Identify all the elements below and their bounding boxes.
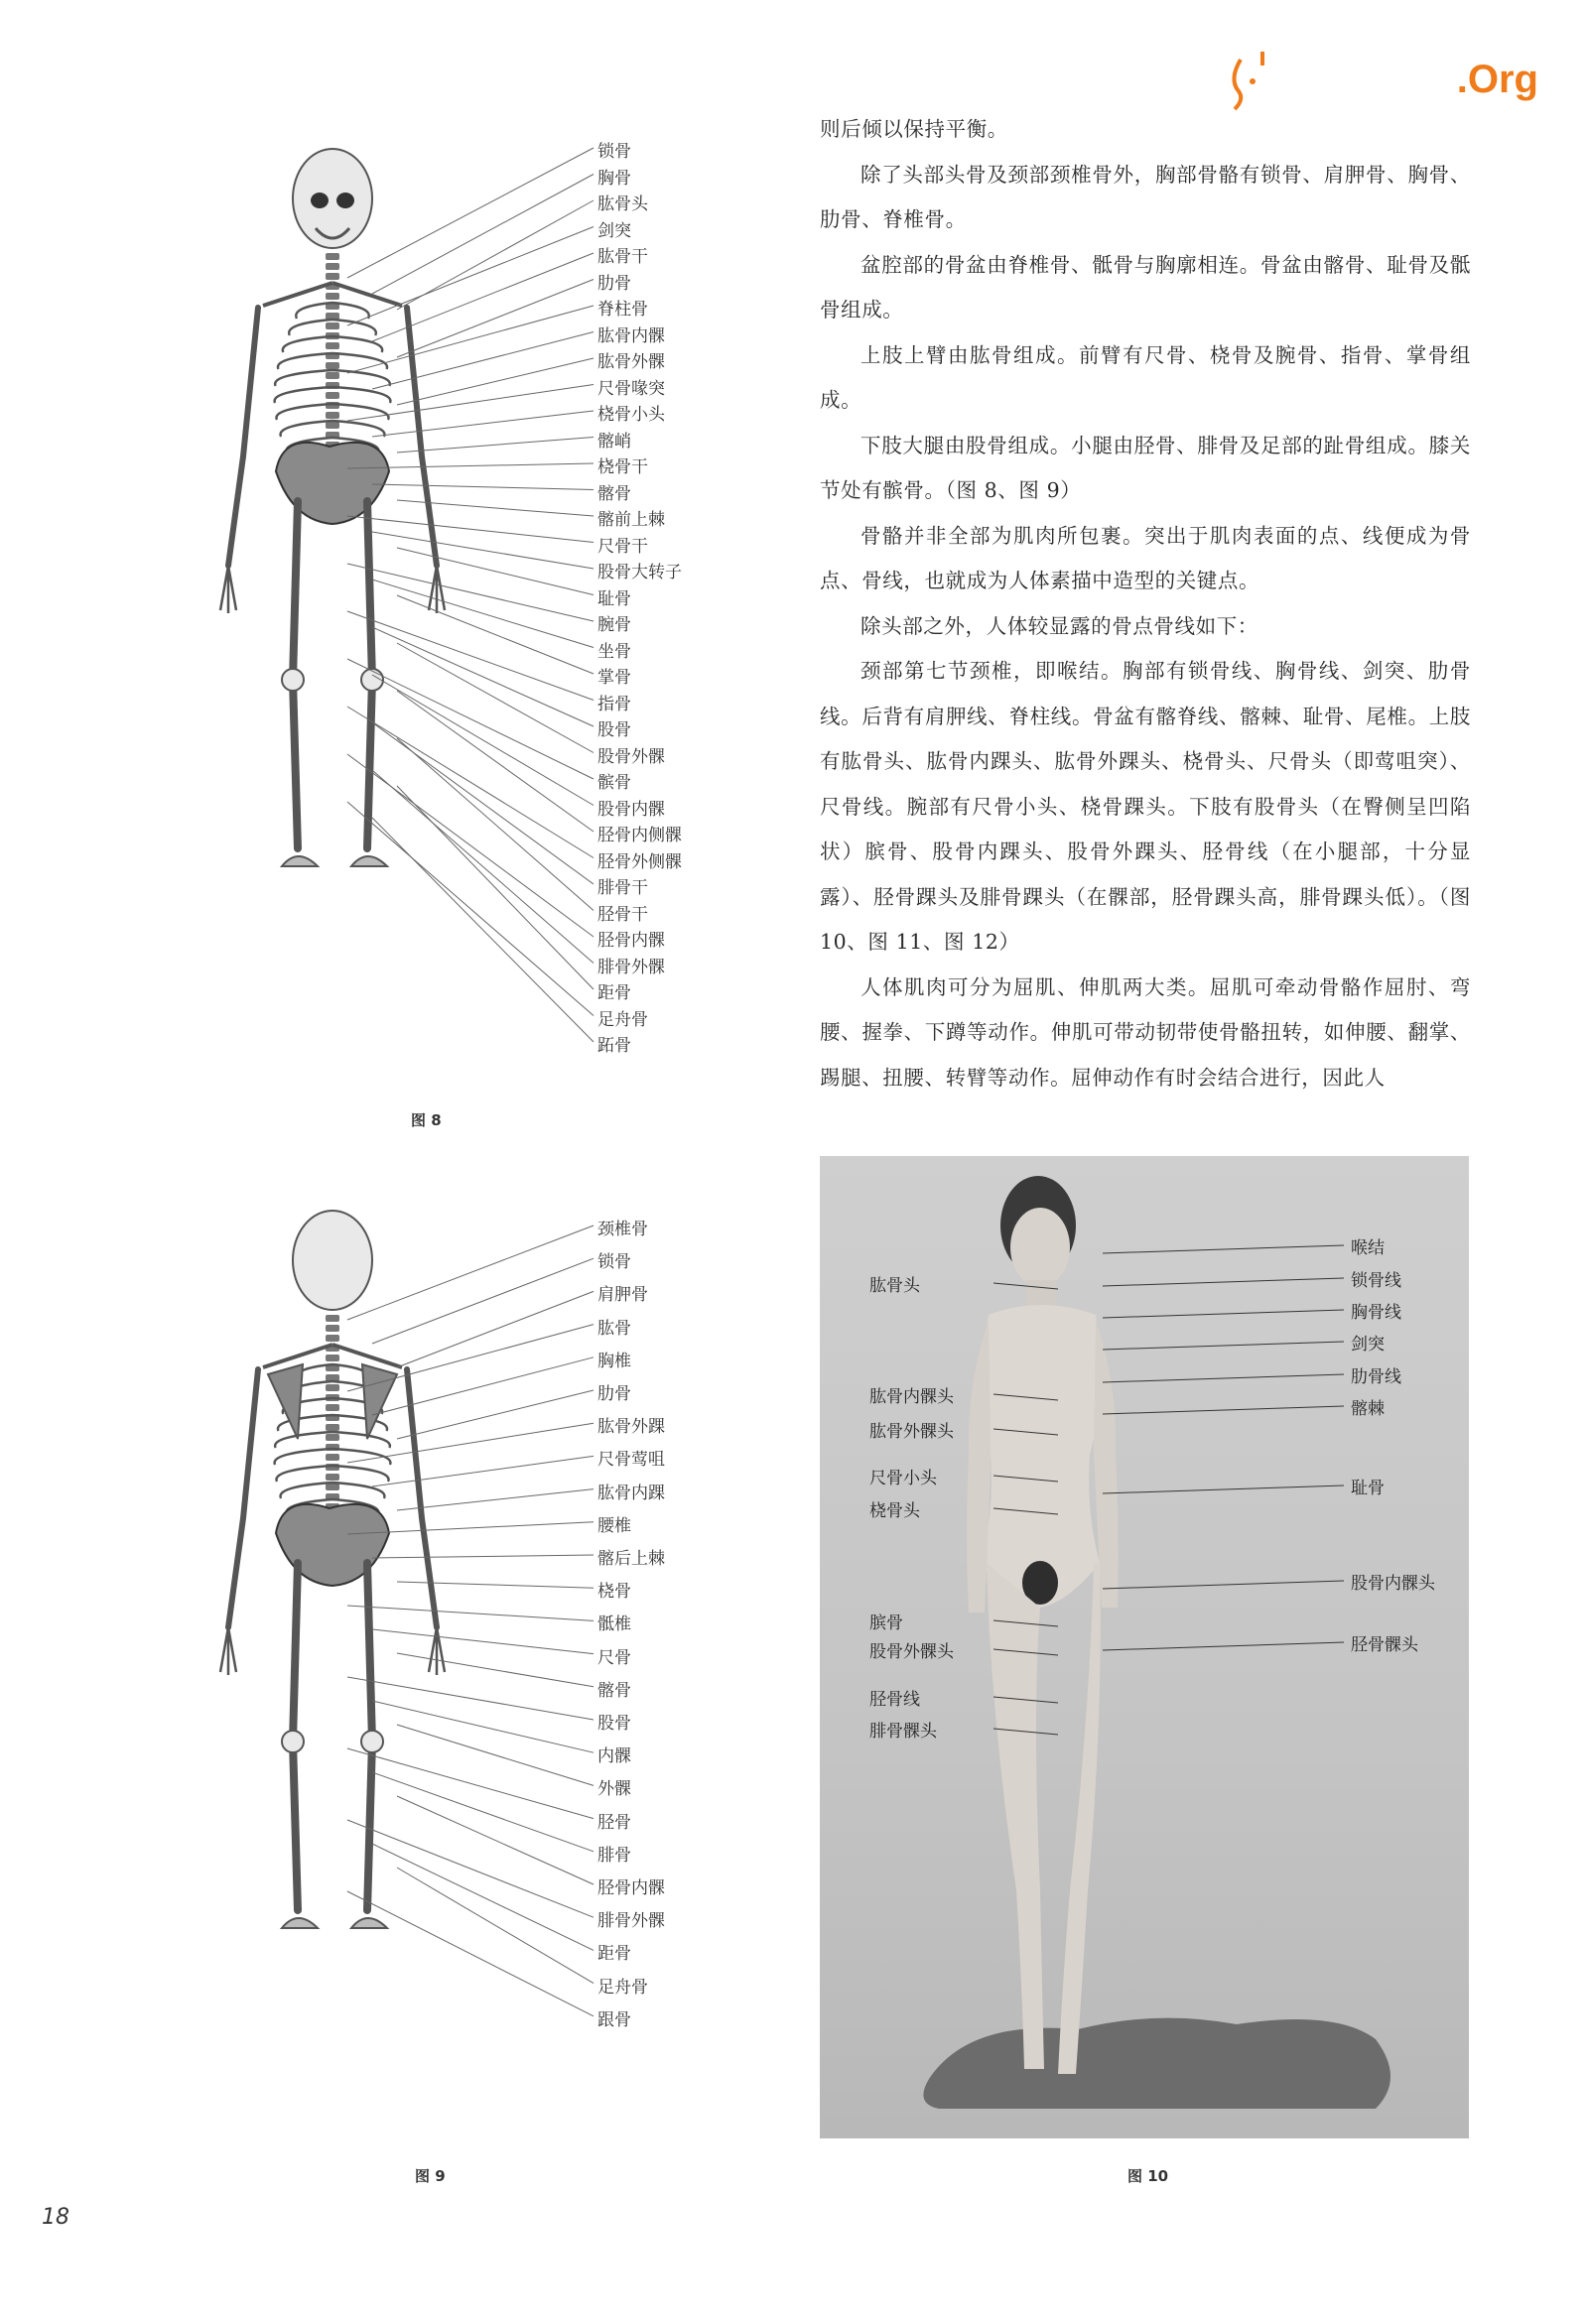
- bone-label: 锁骨: [597, 1252, 631, 1273]
- bone-label: 指骨: [597, 694, 631, 714]
- landmark-label: 尺骨小头: [869, 1469, 937, 1488]
- bone-label: 锁骨: [597, 142, 631, 162]
- bone-label: 肱骨干: [597, 247, 648, 267]
- landmark-label: 桡骨头: [869, 1501, 920, 1521]
- bone-label: 髂后上棘: [597, 1549, 665, 1569]
- bone-label: 髂前上棘: [597, 510, 665, 530]
- landmark-label: 耻骨: [1351, 1479, 1385, 1498]
- bone-label: 尺骨干: [597, 536, 648, 557]
- bone-label: 股骨外髁: [597, 746, 665, 767]
- bone-label: 股骨大转子: [597, 563, 682, 582]
- landmark-label: 肱骨外髁头: [869, 1422, 954, 1442]
- bone-label: 腓骨外髁: [597, 1911, 665, 1932]
- figure-9-caption: 图 9: [415, 2167, 446, 2185]
- bone-label: 肋骨: [597, 273, 631, 294]
- bone-label: 胸椎: [597, 1351, 631, 1371]
- bone-label: 胫骨: [597, 1812, 631, 1833]
- landmark-label: 腓骨髁头: [869, 1722, 937, 1742]
- article-body: [820, 107, 1471, 1100]
- landmark-label: 锁骨线: [1351, 1271, 1401, 1291]
- bone-label: 颈椎骨: [597, 1220, 648, 1239]
- paragraph: 颈部第七节颈椎，即喉结。胸部有锁骨线、胸骨线、剑突、肋骨线。后背有肩胛线、脊柱线。骨盆有髂脊线、髂棘、耻骨、尾椎。上肢有肱骨头、肱骨内踝头、肱骨外踝头、桡骨头、尺骨头（即莺咀突）、尺骨线。腕部有尺骨小头、桡骨踝头。下肢有股骨头（在臀侧呈凹陷状）膑骨、股骨内踝头、股骨外踝头、胫骨线（在小腿部，十分显露）、胫骨踝头及腓骨踝头（在髁部，胫骨踝头高，腓骨踝头低）。（图 10、图 11、图 12）: [820, 659, 1471, 954]
- landmark-label: 肋骨线: [1351, 1367, 1401, 1387]
- bone-label: 腕骨: [597, 615, 631, 635]
- bone-label: 尺骨莺咀: [597, 1450, 665, 1471]
- bone-label: 尺骨喙突: [597, 378, 665, 399]
- bone-label: 脊柱骨: [597, 300, 648, 320]
- bone-label: 肱骨内髁: [597, 325, 665, 346]
- paragraph: 人体肌肉可分为屈肌、伸肌两大类。屈肌可牵动骨骼作屈肘、弯腰、握拳、下蹲等动作。伸肌可带动韧带使骨骼扭转，如伸腰、翻掌、踢腿、扭腰、转臂等动作。屈伸动作有时会结合进行，因此人: [820, 974, 1471, 1090]
- figure-9: [198, 1191, 754, 2094]
- bone-label: 髂骨: [597, 483, 631, 504]
- bone-label: 股骨内髁: [597, 799, 665, 820]
- bone-label: 足舟骨: [597, 1009, 648, 1030]
- paragraph: 除了头部头骨及颈部颈椎骨外，胸部骨骼有锁骨、肩胛骨、胸骨、肋骨、脊椎骨。: [820, 162, 1471, 231]
- bone-label: 股骨: [597, 720, 631, 740]
- landmark-label: 膑骨: [869, 1614, 903, 1633]
- bone-label: 肩胛骨: [597, 1285, 648, 1306]
- bone-label: 桡骨小头: [597, 405, 665, 425]
- bone-label: 髂骨: [597, 1680, 631, 1701]
- landmark-label: 肱骨内髁头: [869, 1387, 954, 1407]
- bone-label: 髌骨: [597, 773, 631, 793]
- bone-label: 掌骨: [597, 668, 631, 688]
- bone-label: 肱骨内踝: [597, 1483, 665, 1503]
- paragraph: 上肢上臂由肱骨组成。前臂有尺骨、桡骨及腕骨、指骨、掌骨组成。: [820, 342, 1471, 412]
- landmark-label: 胫骨线: [869, 1690, 920, 1710]
- bone-label: 腰椎: [597, 1515, 631, 1536]
- figure-10-caption: 图 10: [1127, 2167, 1169, 2185]
- bone-label: 肱骨: [597, 1318, 631, 1339]
- bone-label: 腓骨干: [597, 878, 648, 898]
- bone-label: 腓骨外髁: [597, 957, 665, 977]
- bone-label: 胫骨外侧髁: [597, 851, 682, 872]
- bone-label: 腓骨: [597, 1845, 631, 1866]
- bone-label: 耻骨: [597, 588, 631, 609]
- paragraph: 则后倾以保持平衡。: [820, 117, 1008, 141]
- bone-label: 肱骨外踝: [597, 1417, 665, 1438]
- landmark-label: 胫骨髁头: [1351, 1635, 1418, 1655]
- landmark-label: 胸骨线: [1351, 1303, 1401, 1323]
- logo-text: .Org: [1456, 58, 1538, 101]
- landmark-label: 髂棘: [1351, 1399, 1385, 1419]
- bone-label: 髂峭: [597, 431, 631, 452]
- bone-label: 胫骨内髁: [597, 931, 665, 951]
- bone-label: 剑突: [597, 220, 631, 241]
- bone-label: 肱骨外髁: [597, 352, 665, 372]
- bone-label: 内髁: [597, 1746, 631, 1767]
- front-skeleton-illustration: [198, 129, 754, 1082]
- paragraph: 骨骼并非全部为肌肉所包裹。突出于肌肉表面的点、线便成为骨点、骨线，也就成为人体素描中造型的关键点。: [820, 523, 1471, 592]
- landmark-label: 肱骨头: [869, 1276, 920, 1296]
- figure-8-caption: 图 8: [411, 1111, 442, 1129]
- bone-label: 胫骨干: [597, 904, 648, 925]
- bone-label: 骶椎: [597, 1614, 631, 1635]
- bone-label: 距骨: [597, 983, 631, 1003]
- bone-label: 足舟骨: [597, 1977, 648, 1998]
- bone-label: 坐骨: [597, 641, 631, 662]
- bone-label: 股骨: [597, 1714, 631, 1734]
- bone-label: 桡骨干: [597, 457, 648, 477]
- landmark-label: 喉结: [1351, 1238, 1385, 1258]
- paragraph: 除头部之外，人体较显露的骨点骨线如下：: [860, 613, 1258, 638]
- bone-label: 桡骨: [597, 1582, 631, 1603]
- bone-label: 胫骨内侧髁: [597, 826, 682, 845]
- bone-label: 距骨: [597, 1944, 631, 1965]
- back-skeleton-illustration: [198, 1191, 754, 2094]
- landmark-label: 股骨外髁头: [869, 1642, 954, 1662]
- paragraph: 下肢大腿由股骨组成。小腿由胫骨、腓骨及足部的趾骨组成。膝关节处有髌骨。（图 8、图 9）: [820, 433, 1471, 502]
- page-number: 18: [42, 2205, 69, 2230]
- figure-8: [198, 129, 754, 1082]
- landmark-label: 剑突: [1351, 1335, 1385, 1355]
- figure-10-photo: [820, 1156, 1469, 2138]
- bone-label: 外髁: [597, 1779, 631, 1800]
- bone-label: 胸骨: [597, 168, 631, 189]
- landmark-label: 股骨内髁头: [1351, 1574, 1435, 1594]
- bone-label: 肋骨: [597, 1384, 631, 1404]
- bone-label: 跖骨: [597, 1036, 631, 1056]
- bone-label: 肱骨头: [597, 194, 648, 214]
- bone-label: 尺骨: [597, 1647, 631, 1668]
- bone-label: 胫骨内髁: [597, 1878, 665, 1898]
- bone-label: 跟骨: [597, 2009, 631, 2030]
- paragraph: 盆腔部的骨盆由脊椎骨、骶骨与胸廓相连。骨盆由髂骨、耻骨及骶骨组成。: [820, 252, 1471, 322]
